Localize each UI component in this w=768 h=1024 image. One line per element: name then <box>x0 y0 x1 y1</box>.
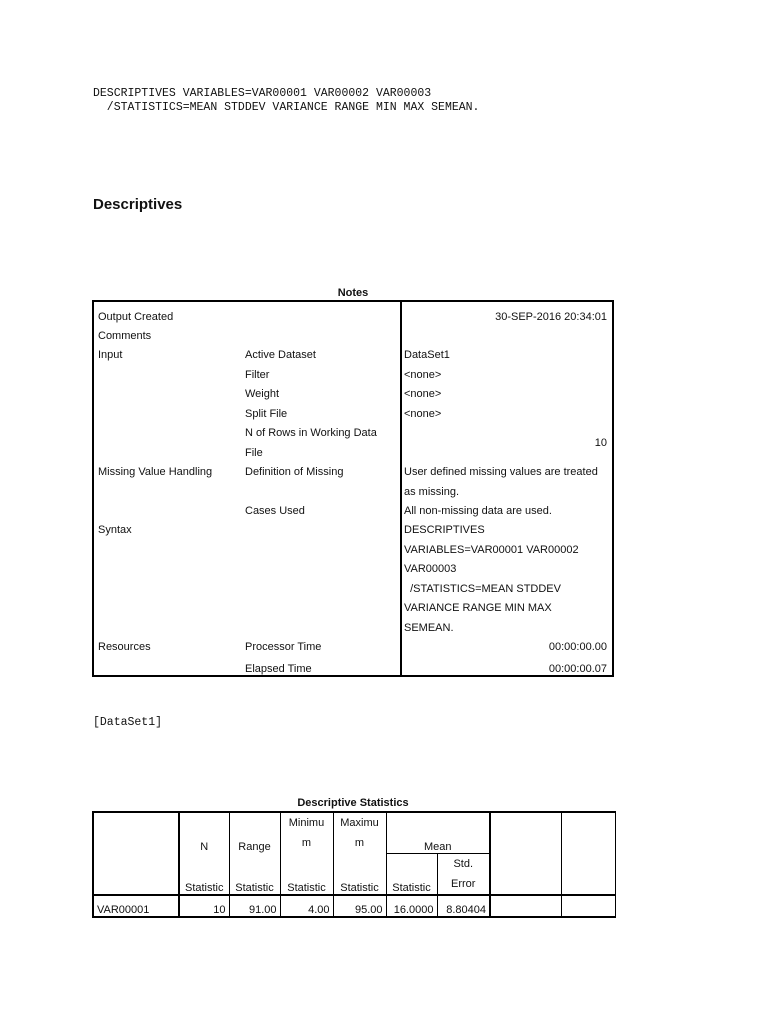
dataset-label: [DataSet1] <box>93 716 163 729</box>
syntax-line-2: /STATISTICS=MEAN STDDEV VARIANCE RANGE MIN MAX SEMEAN. <box>93 101 480 114</box>
row-extra-cell-2 <box>561 895 615 917</box>
row-extra-cell-1 <box>490 895 561 917</box>
definition-of-missing-value-2: as missing. <box>404 486 460 498</box>
subheader-std-error-1: Std. <box>453 857 474 870</box>
header-minimum <box>280 812 333 853</box>
row-mean: 16.0000 <box>386 895 437 917</box>
syntax-value-5: VARIANCE RANGE MIN MAX <box>404 602 552 614</box>
syntax-value-2: VARIABLES=VAR00001 VAR00002 <box>404 544 579 556</box>
definition-of-missing-label: Definition of Missing <box>245 466 344 478</box>
extra-header-cell-1 <box>490 812 561 895</box>
subheader-n: Statistic <box>179 853 229 895</box>
syntax-block <box>93 87 479 115</box>
elapsed-time-value: 00:00:00.07 <box>548 663 607 675</box>
syntax-value-6: SEMEAN. <box>404 622 454 634</box>
descriptive-stats-title: Descriptive Statistics <box>297 797 409 809</box>
row-std-error: 8.80404 <box>437 895 490 917</box>
active-dataset-label: Active Dataset <box>245 349 316 361</box>
subheader-max: Statistic <box>333 853 386 895</box>
cases-used-value: All non-missing data are used. <box>404 505 552 517</box>
weight-value: <none> <box>404 388 442 400</box>
subheader-std-error <box>437 853 490 895</box>
header-maximum-2: m <box>354 837 365 849</box>
n-rows-value: 10 <box>594 437 607 449</box>
notes-table <box>92 300 614 677</box>
corner-cell <box>93 812 179 895</box>
descriptive-stats-table <box>92 811 616 918</box>
comments-label: Comments <box>98 330 152 342</box>
split-file-label: Split File <box>245 408 288 420</box>
definition-of-missing-value-1: User defined missing values are treated <box>404 466 598 478</box>
syntax-label: Syntax <box>98 524 132 536</box>
header-minimum-1: Minimu <box>288 817 325 829</box>
n-rows-label-2: File <box>245 447 263 459</box>
weight-label: Weight <box>245 388 280 400</box>
output-created-label: Output Created <box>98 311 174 323</box>
resources-label: Resources <box>98 641 151 653</box>
syntax-value-3: VAR00003 <box>404 563 457 575</box>
subheader-std-error-2: Error <box>451 877 476 890</box>
syntax-line-1: DESCRIPTIVES VARIABLES=VAR00001 VAR00002 VAR00003 <box>93 87 432 100</box>
header-minimum-2: m <box>301 837 312 849</box>
row-n: 10 <box>179 895 229 917</box>
subheader-mean-stat: Statistic <box>386 853 437 895</box>
header-maximum-1: Maximu <box>340 817 379 829</box>
filter-label: Filter <box>245 369 270 381</box>
syntax-value-4: /STATISTICS=MEAN STDDEV <box>404 583 561 595</box>
processor-time-label: Processor Time <box>245 641 322 653</box>
syntax-value-1: DESCRIPTIVES <box>404 524 485 536</box>
filter-value: <none> <box>404 369 442 381</box>
subheader-range: Statistic <box>229 853 280 895</box>
table-row <box>93 895 615 917</box>
elapsed-time-label: Elapsed Time <box>245 663 312 675</box>
row-min: 4.00 <box>280 895 333 917</box>
n-rows-label-1: N of Rows in Working Data <box>245 427 377 439</box>
input-label: Input <box>98 349 123 361</box>
cases-used-label: Cases Used <box>245 505 305 517</box>
row-range: 91.00 <box>229 895 280 917</box>
missing-handling-label: Missing Value Handling <box>98 466 213 478</box>
extra-header-cell-2 <box>561 812 615 895</box>
row-variable: VAR00001 <box>93 895 179 917</box>
page-heading: Descriptives <box>93 196 183 213</box>
split-file-value: <none> <box>404 408 442 420</box>
header-maximum <box>333 812 386 853</box>
row-max: 95.00 <box>333 895 386 917</box>
processor-time-value: 00:00:00.00 <box>548 641 607 653</box>
notes-title: Notes <box>337 287 369 299</box>
header-mean: Mean <box>386 812 490 853</box>
notes-divider <box>400 302 402 675</box>
header-n: N <box>179 812 229 853</box>
subheader-min: Statistic <box>280 853 333 895</box>
header-range: Range <box>229 812 280 853</box>
output-created-value: 30-SEP-2016 20:34:01 <box>495 311 607 323</box>
active-dataset-value: DataSet1 <box>404 349 450 361</box>
